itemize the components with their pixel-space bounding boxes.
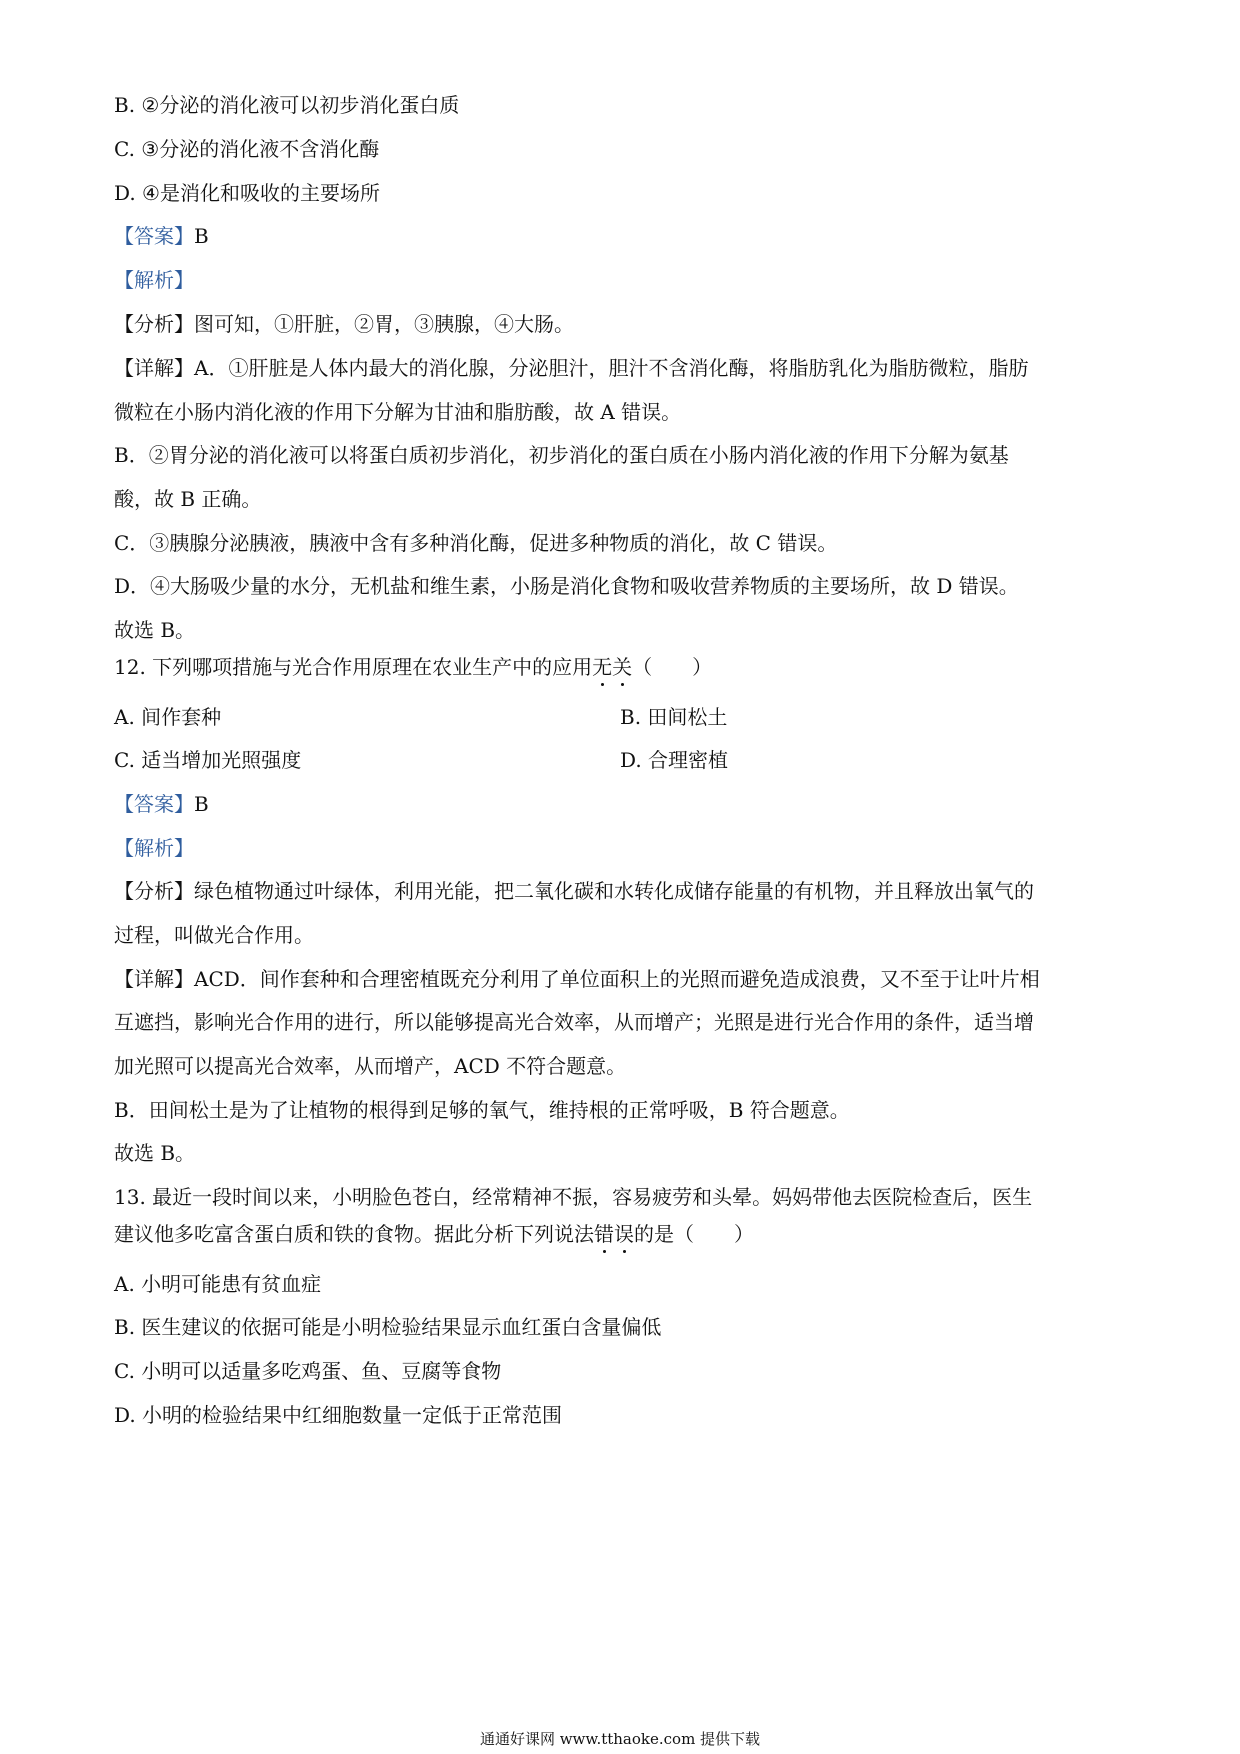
q13-option-d: D. 小明的检验结果中红细胞数量一定低于正常范围: [114, 1403, 563, 1427]
q12-option-b: B. 田间松土: [620, 705, 728, 729]
emphasis-char: 误: [614, 1222, 634, 1246]
q12-xiangjie-line3: 加光照可以提高光合效率，从而增产，ACD 不符合题意。: [114, 1054, 627, 1078]
q11-xiangjie-line1: [114, 354, 1134, 382]
q11-xiangjie-b-line1: B．②胃分泌的消化液可以将蛋白质初步消化，初步消化的蛋白质在小肠内消化液的作用下分解为氨基: [114, 443, 1009, 467]
q13-stem-line2: [114, 1220, 1134, 1248]
q12-xiangjie-line1: [114, 965, 1134, 993]
q12-analysis-tag: 【解析】: [114, 836, 194, 860]
fenxi-tag: 【分析】: [114, 879, 194, 903]
emphasis-char: 关: [612, 655, 633, 679]
answer-value: B: [194, 224, 209, 248]
xiangjie-text: A．①肝脏是人体内最大的消化腺，分泌胆汁，胆汁不含消化酶，将脂肪乳化为脂肪微粒，脂肪: [194, 356, 1029, 380]
q11-fenxi: [114, 310, 1134, 338]
q11-answer: [114, 222, 1134, 250]
q11-option-d: D. ④是消化和吸收的主要场所: [114, 181, 380, 205]
q12-stem-prefix: 12. 下列哪项措施与光合作用原理在农业生产中的应用: [114, 655, 593, 679]
q11-option-c: C. ③分泌的消化液不含消化酶: [114, 137, 380, 161]
q12-option-a: A. 间作套种: [114, 705, 222, 729]
fenxi-text: 图可知，①肝脏，②胃，③胰腺，④大肠。: [194, 312, 574, 336]
q12-xiangjie-line2: 互遮挡，影响光合作用的进行，所以能够提高光合效率，从而增产；光照是进行光合作用的条件，适当增: [114, 1010, 1034, 1034]
q12-conclusion: 故选 B。: [114, 1141, 196, 1165]
q13-stem-line1: 13. 最近一段时间以来，小明脸色苍白，经常精神不振，容易疲劳和头晕。妈妈带他去医院检查后，医生: [114, 1185, 1033, 1209]
footer-watermark: 通通好课网 www.tthaoke.com 提供下载: [479, 1730, 761, 1748]
q11-xiangjie-b-line2: 酸，故 B 正确。: [114, 487, 262, 511]
q12-stem: [114, 653, 1134, 681]
q12-xiangjie-b: B．田间松土是为了让植物的根得到足够的氧气，维持根的正常呼吸，B 符合题意。: [114, 1098, 850, 1122]
q11-xiangjie-c: C．③胰腺分泌胰液，胰液中含有多种消化酶，促进多种物质的消化，故 C 错误。: [114, 531, 838, 555]
q13-stem-suffix: 的是（ ）: [634, 1222, 754, 1246]
answer-blank: （ ）: [632, 655, 713, 679]
q13-option-b: B. 医生建议的依据可能是小明检验结果显示血红蛋白含量偏低: [114, 1315, 662, 1339]
answer-tag: 【答案】: [114, 224, 194, 248]
q11-analysis-tag: 【解析】: [114, 268, 194, 292]
q13-option-a: A. 小明可能患有贫血症: [114, 1272, 322, 1296]
q12-option-d: D. 合理密植: [620, 748, 729, 772]
q12-fenxi-line2: 过程，叫做光合作用。: [114, 923, 314, 947]
q11-conclusion: 故选 B。: [114, 618, 196, 642]
q11-xiangjie-d: D．④大肠吸少量的水分，无机盐和维生素，小肠是消化食物和吸收营养物质的主要场所，故 D 错误。: [114, 574, 1019, 598]
xiangjie-tag: 【详解】: [114, 356, 194, 380]
answer-tag: 【答案】: [114, 792, 194, 816]
q12-answer: [114, 790, 1134, 818]
xiangjie-tag: 【详解】: [114, 967, 194, 991]
fenxi-tag: 【分析】: [114, 312, 194, 336]
q11-option-b: B. ②分泌的消化液可以初步消化蛋白质: [114, 93, 460, 117]
xiangjie-text: ACD．间作套种和合理密植既充分利用了单位面积上的光照而避免造成浪费，又不至于让叶片相: [194, 967, 1040, 991]
q13-stem-prefix: 建议他多吃富含蛋白质和铁的食物。据此分析下列说法: [114, 1222, 594, 1246]
q12-fenxi-line1: [114, 877, 1134, 905]
emphasis-char: 无: [592, 655, 613, 679]
fenxi-text: 绿色植物通过叶绿体，利用光能，把二氧化碳和水转化成储存能量的有机物，并且释放出氧气的: [194, 879, 1034, 903]
answer-value: B: [194, 792, 209, 816]
q11-xiangjie-line2: 微粒在小肠内消化液的作用下分解为甘油和脂肪酸，故 A 错误。: [114, 400, 682, 424]
emphasis-char: 错: [594, 1222, 614, 1246]
q13-option-c: C. 小明可以适量多吃鸡蛋、鱼、豆腐等食物: [114, 1359, 502, 1383]
q12-option-c: C. 适当增加光照强度: [114, 748, 302, 772]
